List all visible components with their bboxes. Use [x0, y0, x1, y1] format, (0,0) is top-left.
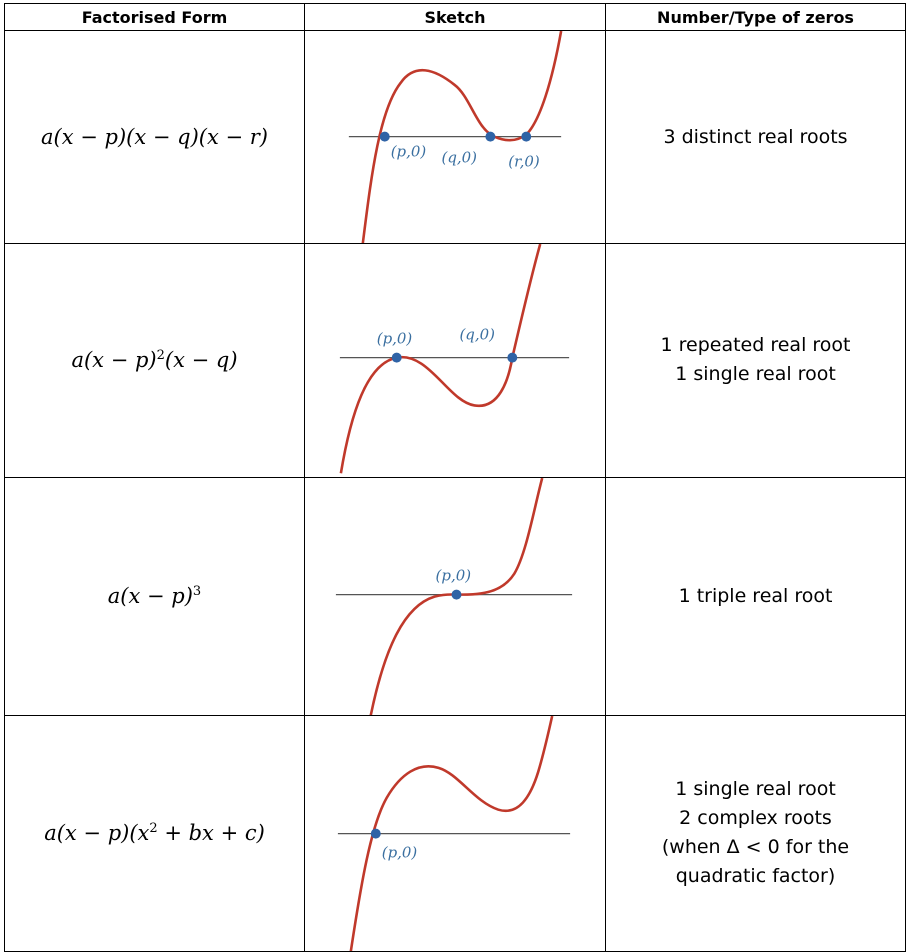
- root-point: [521, 132, 531, 142]
- root-point: [507, 353, 517, 363]
- zeros-line: quadratic factor): [675, 865, 836, 888]
- form-base: a(x − p): [107, 584, 193, 609]
- zeros-cell: [606, 715, 906, 951]
- sketch-complex-roots: [305, 716, 605, 951]
- factorised-form-cell: [5, 715, 305, 951]
- zeros-line: 3 distinct real roots: [663, 125, 848, 148]
- zeros-cell: [606, 244, 906, 477]
- factorised-form-cell: [5, 244, 305, 477]
- factorised-form-cell: [5, 477, 305, 715]
- form-base: a(x − p): [71, 348, 157, 373]
- factorised-form-text: [44, 821, 265, 845]
- factorised-form-text: [71, 348, 237, 372]
- form-base: a(x − p)(x: [44, 821, 150, 846]
- root-point: [452, 589, 462, 599]
- zeros-cell: [606, 477, 906, 715]
- point-label: (p,0): [390, 142, 427, 161]
- point-label: (p,0): [381, 843, 418, 862]
- factorised-form-cell: [5, 31, 305, 244]
- zeros-line: 1 repeated real root: [660, 334, 851, 357]
- form-exponent: 2: [156, 348, 165, 364]
- sketch-cell: [305, 477, 606, 715]
- header-row: [5, 4, 906, 31]
- point-label: (p,0): [435, 566, 472, 585]
- root-point: [392, 353, 402, 363]
- header-sketch: Sketch: [305, 4, 606, 31]
- root-point: [485, 132, 495, 142]
- sketch-cell: [305, 715, 606, 951]
- sketch-cell: [305, 31, 606, 244]
- sketch-cell: [305, 244, 606, 477]
- table-row-repeated: [5, 244, 906, 477]
- header-zeros: Number/Type of zeros: [606, 4, 906, 31]
- zeros-cell: [606, 31, 906, 244]
- zeros-line: 1 single real root: [675, 778, 836, 801]
- table-row-complex: [5, 715, 906, 951]
- root-point: [380, 132, 390, 142]
- point-label: (q,0): [459, 325, 495, 344]
- point-label: (p,0): [376, 329, 413, 348]
- zeros-line: 1 single real root: [675, 363, 836, 386]
- form-rest: (x − q): [164, 348, 238, 373]
- sketch-distinct-roots: [305, 31, 605, 243]
- factorised-form-text: a(x − p)(x − q)(x − r): [41, 125, 268, 150]
- sketch-repeated-root: [305, 244, 605, 476]
- zeros-line: (when Δ < 0 for the: [661, 836, 850, 859]
- cubic-factorisation-table: [4, 3, 906, 952]
- table-row-distinct: [5, 31, 906, 244]
- table-row-triple: [5, 477, 906, 715]
- sketch-triple-root: [305, 478, 605, 715]
- form-exponent: 2: [149, 821, 158, 837]
- zeros-line: 1 triple real root: [678, 584, 833, 607]
- point-label: (r,0): [508, 152, 540, 171]
- form-rest: + bx + c): [157, 821, 265, 846]
- factorised-form-text: [108, 584, 201, 608]
- zeros-line: 2 complex roots: [679, 807, 832, 830]
- form-exponent: 3: [192, 584, 202, 600]
- header-factorised-form: Factorised Form: [5, 4, 305, 31]
- root-point: [371, 828, 381, 838]
- point-label: (q,0): [441, 148, 478, 167]
